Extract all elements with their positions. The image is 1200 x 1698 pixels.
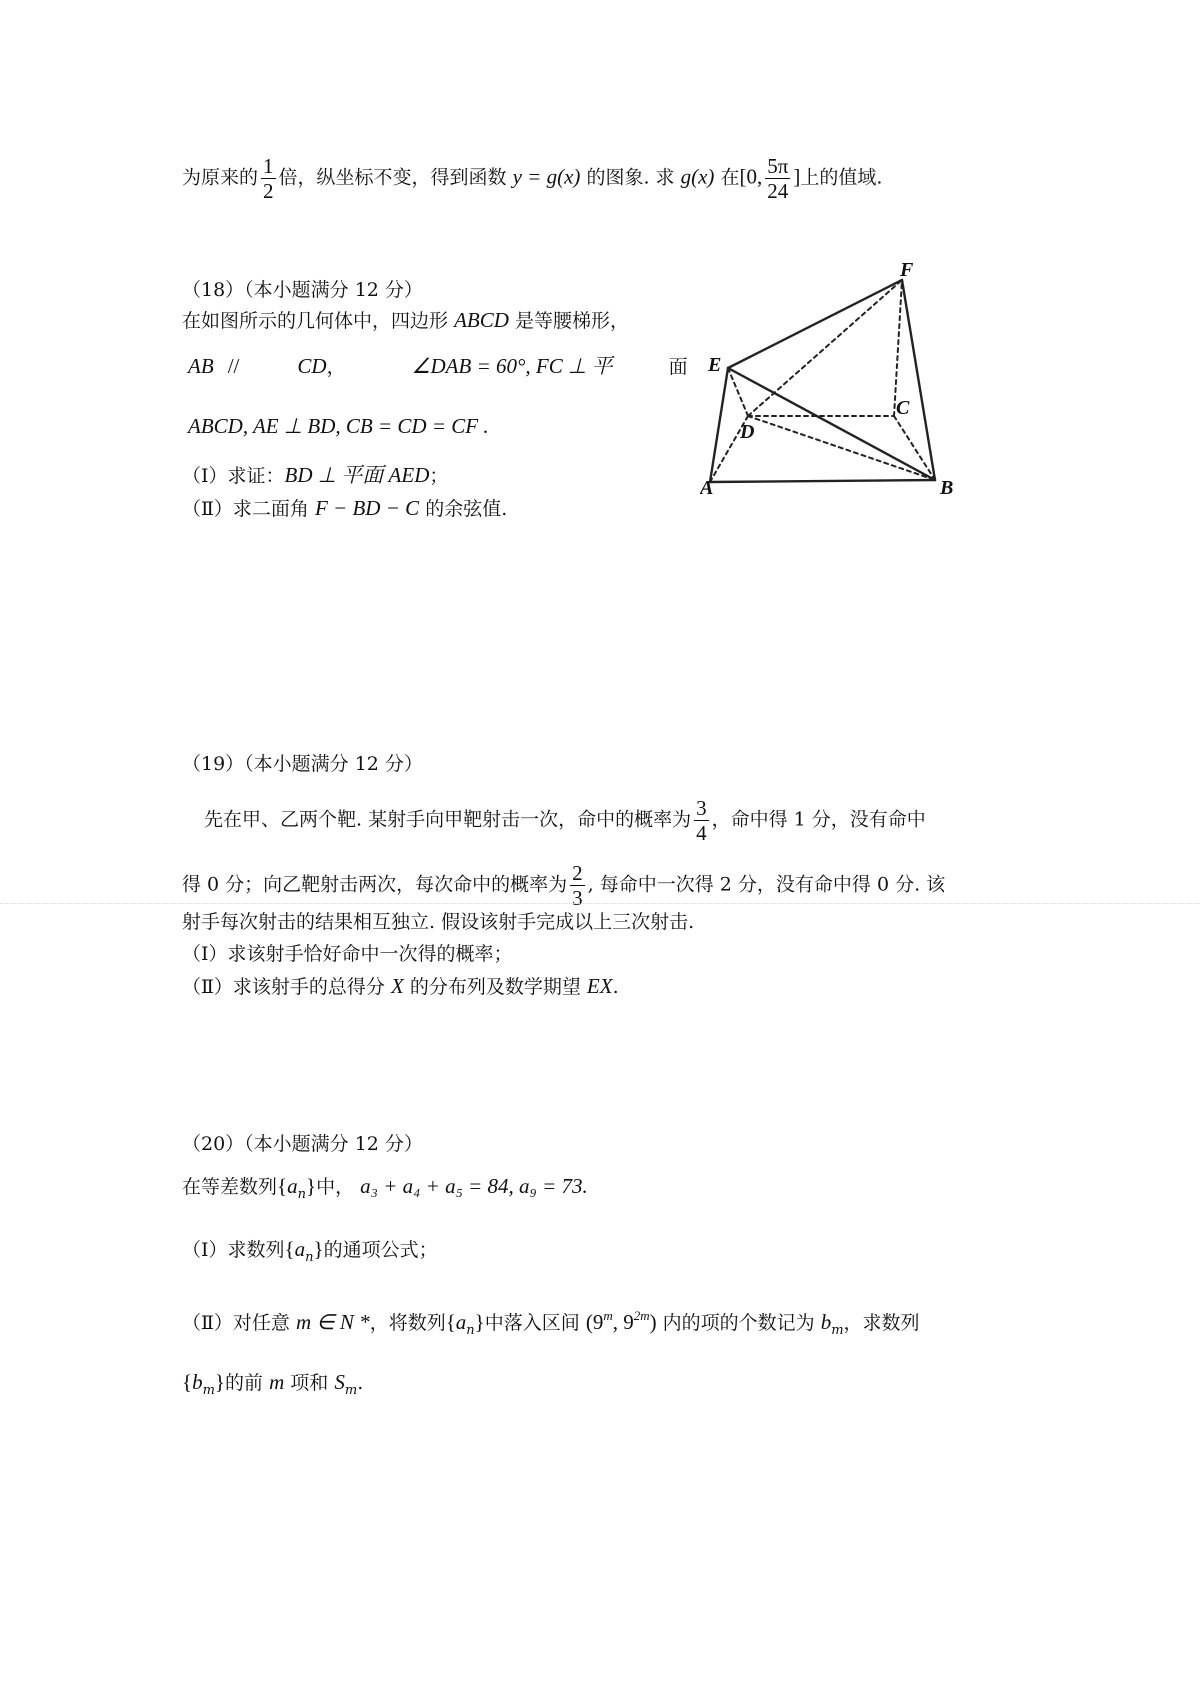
edge-CF [894,280,902,416]
q19-line2: 得 0 分；向乙靶射击两次，每次命中的概率为 $\frac{2}{3}$ , 每命中一次得 2 分，没有命中得 0 分. 该 [182,861,946,910]
q18-part1: （Ⅰ）求证：BD ⊥ 平面 AED； [182,463,449,487]
fraction-5pi-24: $\frac{5\pi}{24}$ [767,154,789,203]
q19-part2: （Ⅱ）求该射手的总得分 X 的分布列及数学期望 EX. [182,974,619,998]
q20-line1: 在等差数列$\{a_n\}$中， a₃ + a₄ + a₅ = 84, a₉ = 73. [182,1174,588,1202]
q20-part1: （Ⅰ）求数列$\{a_n\}$的通项公式； [182,1237,438,1265]
edge-AB [710,480,935,482]
q18-line1: 在如图所示的几何体中，四边形 ABCD 是等腰梯形， [182,308,629,332]
fraction-half: $\frac{1}{2}$ [263,154,274,203]
edge-DF [748,280,902,416]
label-E: E [708,354,722,376]
label-F: F [900,259,914,281]
q19-part1: （Ⅰ）求该射手恰好命中一次得的概率； [182,943,513,965]
q18-line3: ABCD, AE ⊥ BD, CB = CD = CF . [188,414,489,438]
edge-EF [728,280,902,368]
geometry-figure [700,258,960,498]
fraction-3-4: $\frac{3}{4}$ [696,796,707,845]
label-D: D [740,421,755,443]
intro-text: 为原来的 [182,166,259,189]
function-expr: y = g(x) [512,164,581,189]
fraction-2-3: $\frac{2}{3}$ [572,861,583,910]
edge-FB [902,280,935,480]
q20-header: （20）（本小题满分 12 分） [182,1133,423,1155]
q19-line1: 先在甲、乙两个靶. 某射手向甲靶射击一次，命中的概率为 $\frac{3}{4}$ ，命中得 1 分，没有命中 [204,796,926,845]
q19-line3: 射手每次射击的结果相互独立. 假设该射手完成以上三次射击. [182,911,695,933]
q18-part2: （Ⅱ）求二面角 F − BD − C 的余弦值. [182,496,508,520]
q18-header: （18）（本小题满分 12 分） [182,279,423,301]
q18-line2: AB // CD， ∠DAB = 60°, FC ⊥ 平 面 [188,354,688,378]
q19-header: （19）（本小题满分 12 分） [182,753,423,775]
q20-part2: （Ⅱ）对任意 m ∈ N *，将数列$\{a_n\}$中落入区间 (9$^m$, $9^{2m}$) 内的项的个数记为 $b_m$，求数列 [182,1308,920,1338]
label-A: A [700,477,714,498]
label-C: C [896,397,910,419]
edge-DB [748,416,935,480]
q20-last-line: $\{b_m\}$的前 m 项和 $S_m$. [182,1370,364,1398]
label-B: B [940,477,954,498]
intro-line: 为原来的 $\frac{1}{2}$ 倍，纵坐标不变，得到函数 y = g(x) 的图象. 求 g(x) 在[0, $\frac{5\pi}{24}$ ]上的值域. [182,154,883,203]
edge-EB [728,368,935,480]
edge-ED [728,368,748,416]
scan-line [0,903,1200,904]
